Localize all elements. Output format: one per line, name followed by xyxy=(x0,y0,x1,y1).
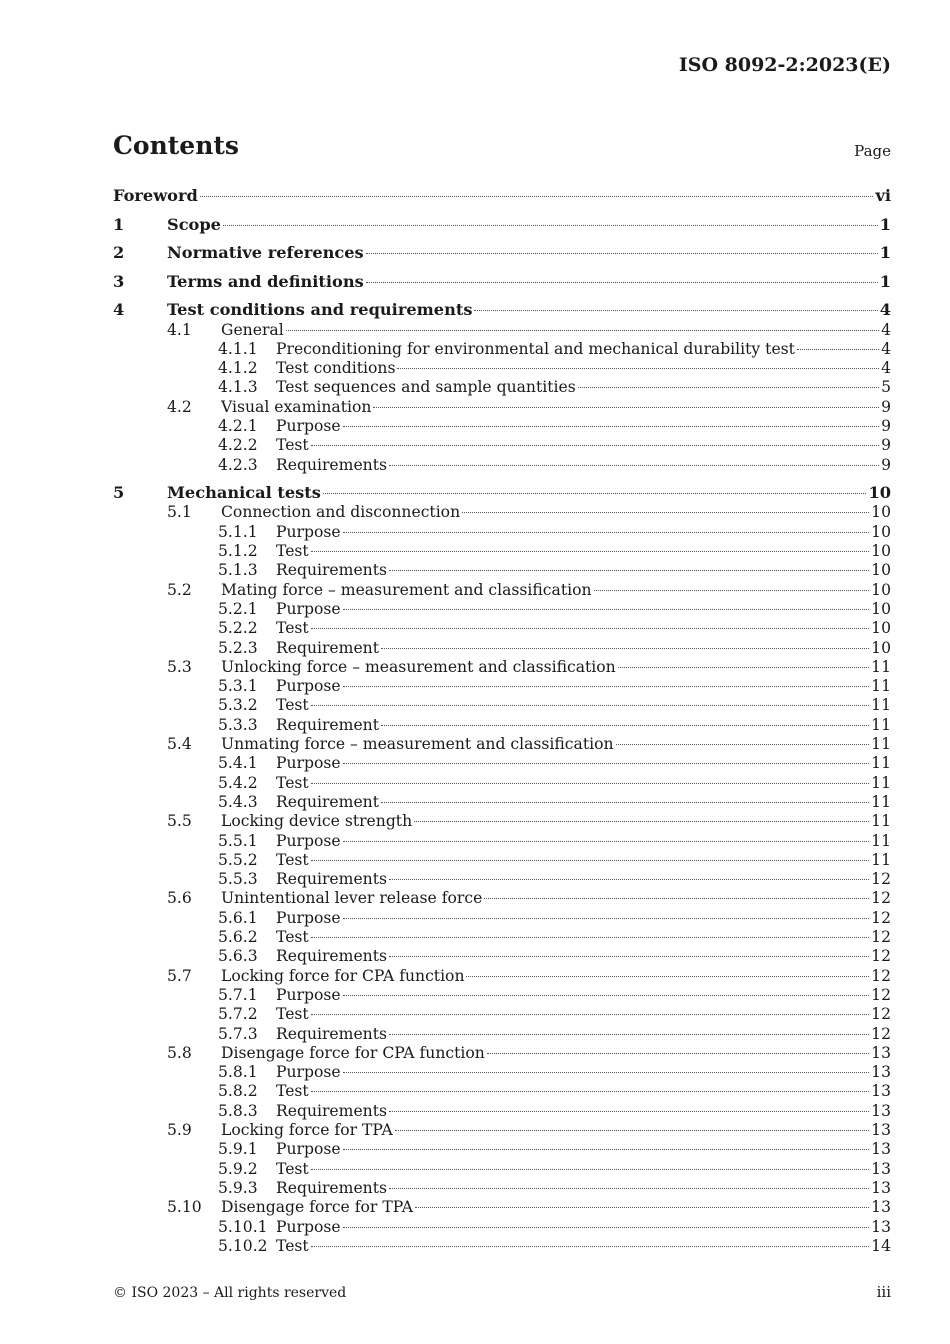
toc-entry[interactable] xyxy=(113,773,891,793)
toc-entry[interactable] xyxy=(113,435,891,455)
toc-entry[interactable] xyxy=(113,1139,891,1159)
toc-entry-page: 13 xyxy=(871,1198,891,1217)
toc-entry[interactable] xyxy=(113,753,891,773)
toc-entry-number: 5.2.2 xyxy=(218,619,258,638)
dot-leader xyxy=(466,976,869,977)
toc-entry-page: 13 xyxy=(871,1101,891,1120)
dot-leader xyxy=(797,349,879,350)
toc-entry-page: 9 xyxy=(881,417,891,435)
dot-leader xyxy=(223,225,878,226)
document-id: ISO 8092-2:2023(E) xyxy=(678,54,891,76)
dot-leader xyxy=(381,648,869,649)
toc-entry[interactable] xyxy=(113,455,891,475)
toc-entry-title: Purpose xyxy=(276,985,341,1004)
toc-entry-title: General xyxy=(221,320,284,339)
toc-entry-number: 5.4.2 xyxy=(218,773,258,792)
dot-leader xyxy=(381,725,869,726)
toc-entry-title: Purpose xyxy=(276,1140,341,1159)
toc-entry-title: Requirement xyxy=(276,638,379,657)
toc-entry[interactable] xyxy=(113,638,891,658)
toc-entry-number: 5.6.1 xyxy=(218,908,258,927)
toc-entry[interactable] xyxy=(113,676,891,696)
toc-entry-number: 5.6.2 xyxy=(218,928,258,946)
toc-entry-number: 5.7.2 xyxy=(218,1005,258,1024)
toc-entry-title: Normative references xyxy=(167,243,364,262)
toc-entry-page: 1 xyxy=(879,271,891,291)
toc-entry[interactable] xyxy=(113,1197,891,1217)
toc-entry-page: 11 xyxy=(871,792,891,811)
copyright-notice: © ISO 2023 – All rights reserved xyxy=(113,1285,347,1301)
toc-entry[interactable] xyxy=(113,320,891,340)
toc-entry-page: 12 xyxy=(871,947,891,966)
toc-entry-title: Test sequences and sample quantities xyxy=(276,378,576,397)
toc-entry-title: Disengage force for CPA function xyxy=(221,1043,485,1062)
toc-entry[interactable] xyxy=(113,1062,891,1082)
toc-entry-page: 13 xyxy=(871,1082,891,1101)
toc-entry-page: 11 xyxy=(871,696,891,715)
toc-entry-title: Purpose xyxy=(276,599,341,618)
dot-leader xyxy=(389,465,879,466)
toc-entry[interactable] xyxy=(113,1024,891,1044)
toc-entry-number: 5.1.1 xyxy=(218,522,258,541)
toc-entry-page: 4 xyxy=(881,339,891,358)
dot-leader xyxy=(474,310,877,311)
toc-entry-page: 11 xyxy=(871,773,891,792)
dot-leader xyxy=(389,956,869,957)
toc-entry-title: Scope xyxy=(167,214,221,234)
toc-entry-number: 4.2.2 xyxy=(218,436,258,455)
toc-entry-number: 5.1.2 xyxy=(218,542,258,560)
toc-entry-page: 5 xyxy=(881,378,891,397)
toc-entry-page: 10 xyxy=(871,542,891,560)
toc-entry[interactable] xyxy=(113,695,891,715)
toc-entry-number: 5.10 xyxy=(167,1198,202,1217)
dot-leader xyxy=(389,570,869,571)
dot-leader xyxy=(484,898,869,899)
toc-entry-number: 5.2 xyxy=(167,580,192,599)
dot-leader xyxy=(286,330,879,331)
toc-entry-number: 5.3.3 xyxy=(218,715,258,734)
page-number: iii xyxy=(876,1283,891,1301)
dot-leader xyxy=(311,860,869,861)
toc-entry-title: Locking force for TPA xyxy=(221,1121,393,1139)
toc-entry[interactable] xyxy=(113,946,891,966)
toc-entry[interactable] xyxy=(113,358,891,378)
toc-entry-number: 5.8 xyxy=(167,1043,192,1062)
dot-leader xyxy=(373,407,879,408)
page-column-label: Page xyxy=(854,142,891,160)
toc-entry-page: 13 xyxy=(871,1159,891,1178)
toc-entry-page: 13 xyxy=(871,1140,891,1159)
toc-entry[interactable] xyxy=(113,560,891,580)
toc-entry-number: 5.8.3 xyxy=(218,1101,258,1120)
toc-entry[interactable] xyxy=(113,734,891,754)
toc-entry-title: Requirements xyxy=(276,561,387,580)
toc-entry-title: Test conditions and requirements xyxy=(167,300,473,319)
toc-entry[interactable] xyxy=(113,1120,891,1140)
dot-leader xyxy=(414,821,869,822)
toc-entry[interactable] xyxy=(113,522,891,542)
toc-entry-page: 12 xyxy=(871,928,891,946)
toc-entry-number: 4.1.3 xyxy=(218,378,258,397)
toc-entry-number: 5 xyxy=(113,482,125,502)
toc-entry-number: 5.5.2 xyxy=(218,850,258,869)
toc-entry-number: 4.1 xyxy=(167,320,192,339)
toc-entry-page: 4 xyxy=(881,359,891,378)
toc-entry-number: 4.2.3 xyxy=(218,455,258,474)
dot-leader xyxy=(343,686,870,687)
toc-entry-number: 5.9 xyxy=(167,1121,192,1139)
dot-leader xyxy=(487,1053,869,1054)
toc-entry-title: Preconditioning for environmental and mechanical durability test xyxy=(276,339,795,358)
toc-entry-page: 4 xyxy=(881,320,891,339)
toc-entry-title: Purpose xyxy=(276,1063,341,1082)
toc-entry-title: Purpose xyxy=(276,677,341,696)
dot-leader xyxy=(578,387,879,388)
dot-leader xyxy=(311,445,879,446)
toc-entry-number: 4.1.1 xyxy=(218,339,258,358)
toc-entry-number: 5.7 xyxy=(167,966,192,985)
dot-leader xyxy=(343,1227,870,1228)
toc-entry-page: 10 xyxy=(871,522,891,541)
toc-entry-page: 10 xyxy=(871,561,891,580)
toc-entry-number: 5.5.1 xyxy=(218,831,258,850)
toc-entry[interactable] xyxy=(113,580,891,600)
toc-entry[interactable] xyxy=(113,502,891,522)
toc-entry[interactable] xyxy=(113,1004,891,1024)
toc-entry-page: 13 xyxy=(871,1121,891,1139)
toc-entry-title: Purpose xyxy=(276,522,341,541)
toc-entry-number: 5.9.3 xyxy=(218,1178,258,1197)
toc-entry-number: 4 xyxy=(113,300,125,319)
toc-entry-number: 5.8.2 xyxy=(218,1082,258,1101)
toc-entry-number: 5.1 xyxy=(167,503,192,522)
toc-entry-number: 5.3 xyxy=(167,657,192,676)
toc-entry[interactable] xyxy=(113,850,891,870)
toc-entry-title: Test xyxy=(276,1082,309,1101)
toc-entry-title: Terms and definitions xyxy=(167,271,364,291)
toc-entry-number: 2 xyxy=(113,243,125,262)
dot-leader xyxy=(311,1091,869,1092)
toc-entry[interactable] xyxy=(113,215,891,235)
toc-entry-title: Test xyxy=(276,1005,309,1024)
toc-entry-title: Test xyxy=(276,850,309,869)
dot-leader xyxy=(311,1169,869,1170)
toc-entry-number: 5.2.3 xyxy=(218,638,258,657)
dot-leader xyxy=(343,532,870,533)
toc-entry[interactable] xyxy=(113,811,891,831)
dot-leader xyxy=(343,1149,870,1150)
toc-entry-page: 11 xyxy=(871,754,891,773)
dot-leader xyxy=(618,667,869,668)
toc-entry-number: 5.4.1 xyxy=(218,754,258,773)
toc-entry-number: 4.2.1 xyxy=(218,417,258,435)
toc-entry-page: 10 xyxy=(871,580,891,599)
toc-entry-number: 5.7.1 xyxy=(218,985,258,1004)
toc-entry-number: 5.1.3 xyxy=(218,561,258,580)
toc-entry-title: Test xyxy=(276,696,309,715)
dot-leader xyxy=(366,282,878,283)
toc-entry-page: 10 xyxy=(871,638,891,657)
toc-entry-number: 5.4 xyxy=(167,735,192,753)
toc-entry-title: Purpose xyxy=(276,754,341,773)
toc-entry-title: Test xyxy=(276,436,309,455)
toc-entry-number: 5.9.1 xyxy=(218,1140,258,1159)
toc-entry[interactable] xyxy=(113,927,891,947)
toc-entry[interactable] xyxy=(113,300,891,320)
toc-entry[interactable] xyxy=(113,599,891,619)
dot-leader xyxy=(389,879,869,880)
toc-entry-number: 5.6.3 xyxy=(218,947,258,966)
toc-entry[interactable] xyxy=(113,1081,891,1101)
toc-entry-title: Requirements xyxy=(276,1178,387,1197)
toc-entry-page: 11 xyxy=(871,831,891,850)
dot-leader xyxy=(311,783,869,784)
dot-leader xyxy=(343,763,870,764)
toc-entry-title: Test xyxy=(276,542,309,560)
dot-leader xyxy=(389,1034,869,1035)
toc-entry-title: Test xyxy=(276,1236,309,1255)
toc-entry-number: 4.2 xyxy=(167,397,192,416)
toc-entry[interactable] xyxy=(113,657,891,677)
toc-entry-number: 5.3.1 xyxy=(218,677,258,696)
dot-leader xyxy=(343,918,870,919)
toc-entry-page: 10 xyxy=(868,482,891,502)
toc-entry-title: Requirements xyxy=(276,947,387,966)
toc-entry-title: Purpose xyxy=(276,1217,341,1236)
toc-entry-page: 10 xyxy=(871,619,891,638)
dot-leader xyxy=(616,744,870,745)
toc-entry[interactable] xyxy=(113,186,891,206)
toc-entry[interactable] xyxy=(113,888,891,908)
toc-entry-page: 11 xyxy=(871,715,891,734)
toc-entry-title: Requirement xyxy=(276,715,379,734)
toc-entry-page: vi xyxy=(875,186,891,205)
toc-entry-page: 11 xyxy=(871,735,891,753)
toc-entry[interactable] xyxy=(113,618,891,638)
toc-entry-page: 9 xyxy=(881,436,891,455)
dot-leader xyxy=(323,493,867,494)
toc-entry-number: 5.4.3 xyxy=(218,792,258,811)
dot-leader xyxy=(415,1207,869,1208)
toc-entry-title: Requirement xyxy=(276,792,379,811)
toc-entry-number: 5.9.2 xyxy=(218,1159,258,1178)
toc-entry-title: Locking device strength xyxy=(221,812,413,831)
toc-entry[interactable] xyxy=(113,397,891,417)
toc-entry-page: 11 xyxy=(871,657,891,676)
toc-entry-page: 12 xyxy=(871,1005,891,1024)
toc-entry-title: Connection and disconnection xyxy=(221,503,461,522)
toc-entry-number: 4.1.2 xyxy=(218,359,258,378)
dot-leader xyxy=(311,1246,869,1247)
toc-entry-title: Test conditions xyxy=(276,359,396,378)
dot-leader xyxy=(381,802,869,803)
toc-entry-title: Mechanical tests xyxy=(167,482,321,502)
toc-entry[interactable] xyxy=(113,339,891,359)
toc-entry[interactable] xyxy=(113,1043,891,1063)
toc-entry[interactable] xyxy=(113,483,891,503)
toc-entry-number: 5.10.2 xyxy=(218,1236,268,1255)
toc-entry-page: 10 xyxy=(871,503,891,522)
toc-entry-page: 1 xyxy=(879,214,891,234)
toc-entry[interactable] xyxy=(113,715,891,735)
toc-entry-number: 5.2.1 xyxy=(218,599,258,618)
toc-entry-title: Test xyxy=(276,773,309,792)
dot-leader xyxy=(343,1072,870,1073)
toc-entry-page: 13 xyxy=(871,1217,891,1236)
toc-entry[interactable] xyxy=(113,792,891,812)
contents-title: Contents xyxy=(113,131,240,160)
toc-entry-number: 5.8.1 xyxy=(218,1063,258,1082)
dot-leader xyxy=(397,368,879,369)
dot-leader xyxy=(311,628,869,629)
toc-entry[interactable] xyxy=(113,416,891,436)
toc-entry[interactable] xyxy=(113,1217,891,1237)
toc-entry-title: Locking force for CPA function xyxy=(221,966,465,985)
toc-entry-page: 11 xyxy=(871,677,891,696)
toc-entry-number: 5.5 xyxy=(167,812,192,831)
toc-entry[interactable] xyxy=(113,1178,891,1198)
toc-entry-number: 5.6 xyxy=(167,889,192,908)
toc-entry[interactable] xyxy=(113,985,891,1005)
toc-entry-title: Test xyxy=(276,1159,309,1178)
toc-entry[interactable] xyxy=(113,908,891,928)
toc-entry-title: Requirements xyxy=(276,870,387,889)
toc-entry-page: 13 xyxy=(871,1063,891,1082)
toc-entry-number: 5.3.2 xyxy=(218,696,258,715)
dot-leader xyxy=(343,995,870,996)
toc-entry-page: 1 xyxy=(879,243,891,262)
dot-leader xyxy=(389,1111,869,1112)
toc-entry-page: 12 xyxy=(871,870,891,889)
toc-entry-number: 3 xyxy=(113,271,125,291)
dot-leader xyxy=(311,937,869,938)
toc-entry[interactable] xyxy=(113,272,891,292)
toc-entry-title: Disengage force for TPA xyxy=(221,1198,414,1217)
toc-entry-page: 12 xyxy=(871,985,891,1004)
toc-entry-number: 5.5.3 xyxy=(218,870,258,889)
toc-entry-number: 5.7.3 xyxy=(218,1024,258,1043)
toc-entry-page: 12 xyxy=(871,889,891,908)
dot-leader xyxy=(343,609,870,610)
dot-leader xyxy=(395,1130,869,1131)
toc-entry-page: 13 xyxy=(871,1178,891,1197)
toc-entry-title: Unmating force – measurement and classification xyxy=(221,735,614,753)
toc-entry-title: Requirements xyxy=(276,1024,387,1043)
toc-entry-page: 10 xyxy=(871,599,891,618)
toc-entry-title: Purpose xyxy=(276,417,341,435)
toc-entry-title: Purpose xyxy=(276,831,341,850)
dot-leader xyxy=(311,705,869,706)
toc-entry[interactable] xyxy=(113,831,891,851)
toc-entry[interactable] xyxy=(113,1236,891,1256)
toc-entry-title: Unintentional lever release force xyxy=(221,889,483,908)
toc-entry[interactable] xyxy=(113,1159,891,1179)
toc-entry-title: Unlocking force – measurement and classification xyxy=(221,657,616,676)
dot-leader xyxy=(389,1188,869,1189)
toc-entry-page: 11 xyxy=(871,850,891,869)
toc-entry-number: 5.10.1 xyxy=(218,1217,268,1236)
toc-entry-title: Requirements xyxy=(276,1101,387,1120)
toc-entry[interactable] xyxy=(113,243,891,263)
toc-entry-title: Foreword xyxy=(113,186,198,205)
toc-entry-title: Requirements xyxy=(276,455,387,474)
toc-entry-page: 12 xyxy=(871,908,891,927)
toc-entry[interactable] xyxy=(113,1101,891,1121)
dot-leader xyxy=(343,841,870,842)
toc-entry[interactable] xyxy=(113,869,891,889)
toc-entry-page: 12 xyxy=(871,1024,891,1043)
toc-entry-title: Mating force – measurement and classification xyxy=(221,580,592,599)
toc-entry[interactable] xyxy=(113,966,891,986)
toc-entry-page: 4 xyxy=(879,300,891,319)
toc-entry-title: Test xyxy=(276,619,309,638)
toc-entry-title: Test xyxy=(276,928,309,946)
toc-entry-title: Purpose xyxy=(276,908,341,927)
toc-entry-number: 1 xyxy=(113,214,125,234)
dot-leader xyxy=(311,1014,869,1015)
toc-entry-title: Visual examination xyxy=(221,397,372,416)
toc-entry-page: 13 xyxy=(871,1043,891,1062)
toc-entry-page: 9 xyxy=(881,455,891,474)
dot-leader xyxy=(462,512,869,513)
dot-leader xyxy=(594,590,870,591)
dot-leader xyxy=(343,426,879,427)
toc-entry-page: 9 xyxy=(881,397,891,416)
toc-entry-page: 11 xyxy=(871,812,891,831)
toc-entry[interactable] xyxy=(113,541,891,561)
toc-entry-page: 14 xyxy=(871,1236,891,1255)
toc-entry-page: 12 xyxy=(871,966,891,985)
dot-leader xyxy=(311,551,869,552)
toc-entry[interactable] xyxy=(113,377,891,397)
dot-leader xyxy=(366,253,878,254)
dot-leader xyxy=(200,196,874,197)
